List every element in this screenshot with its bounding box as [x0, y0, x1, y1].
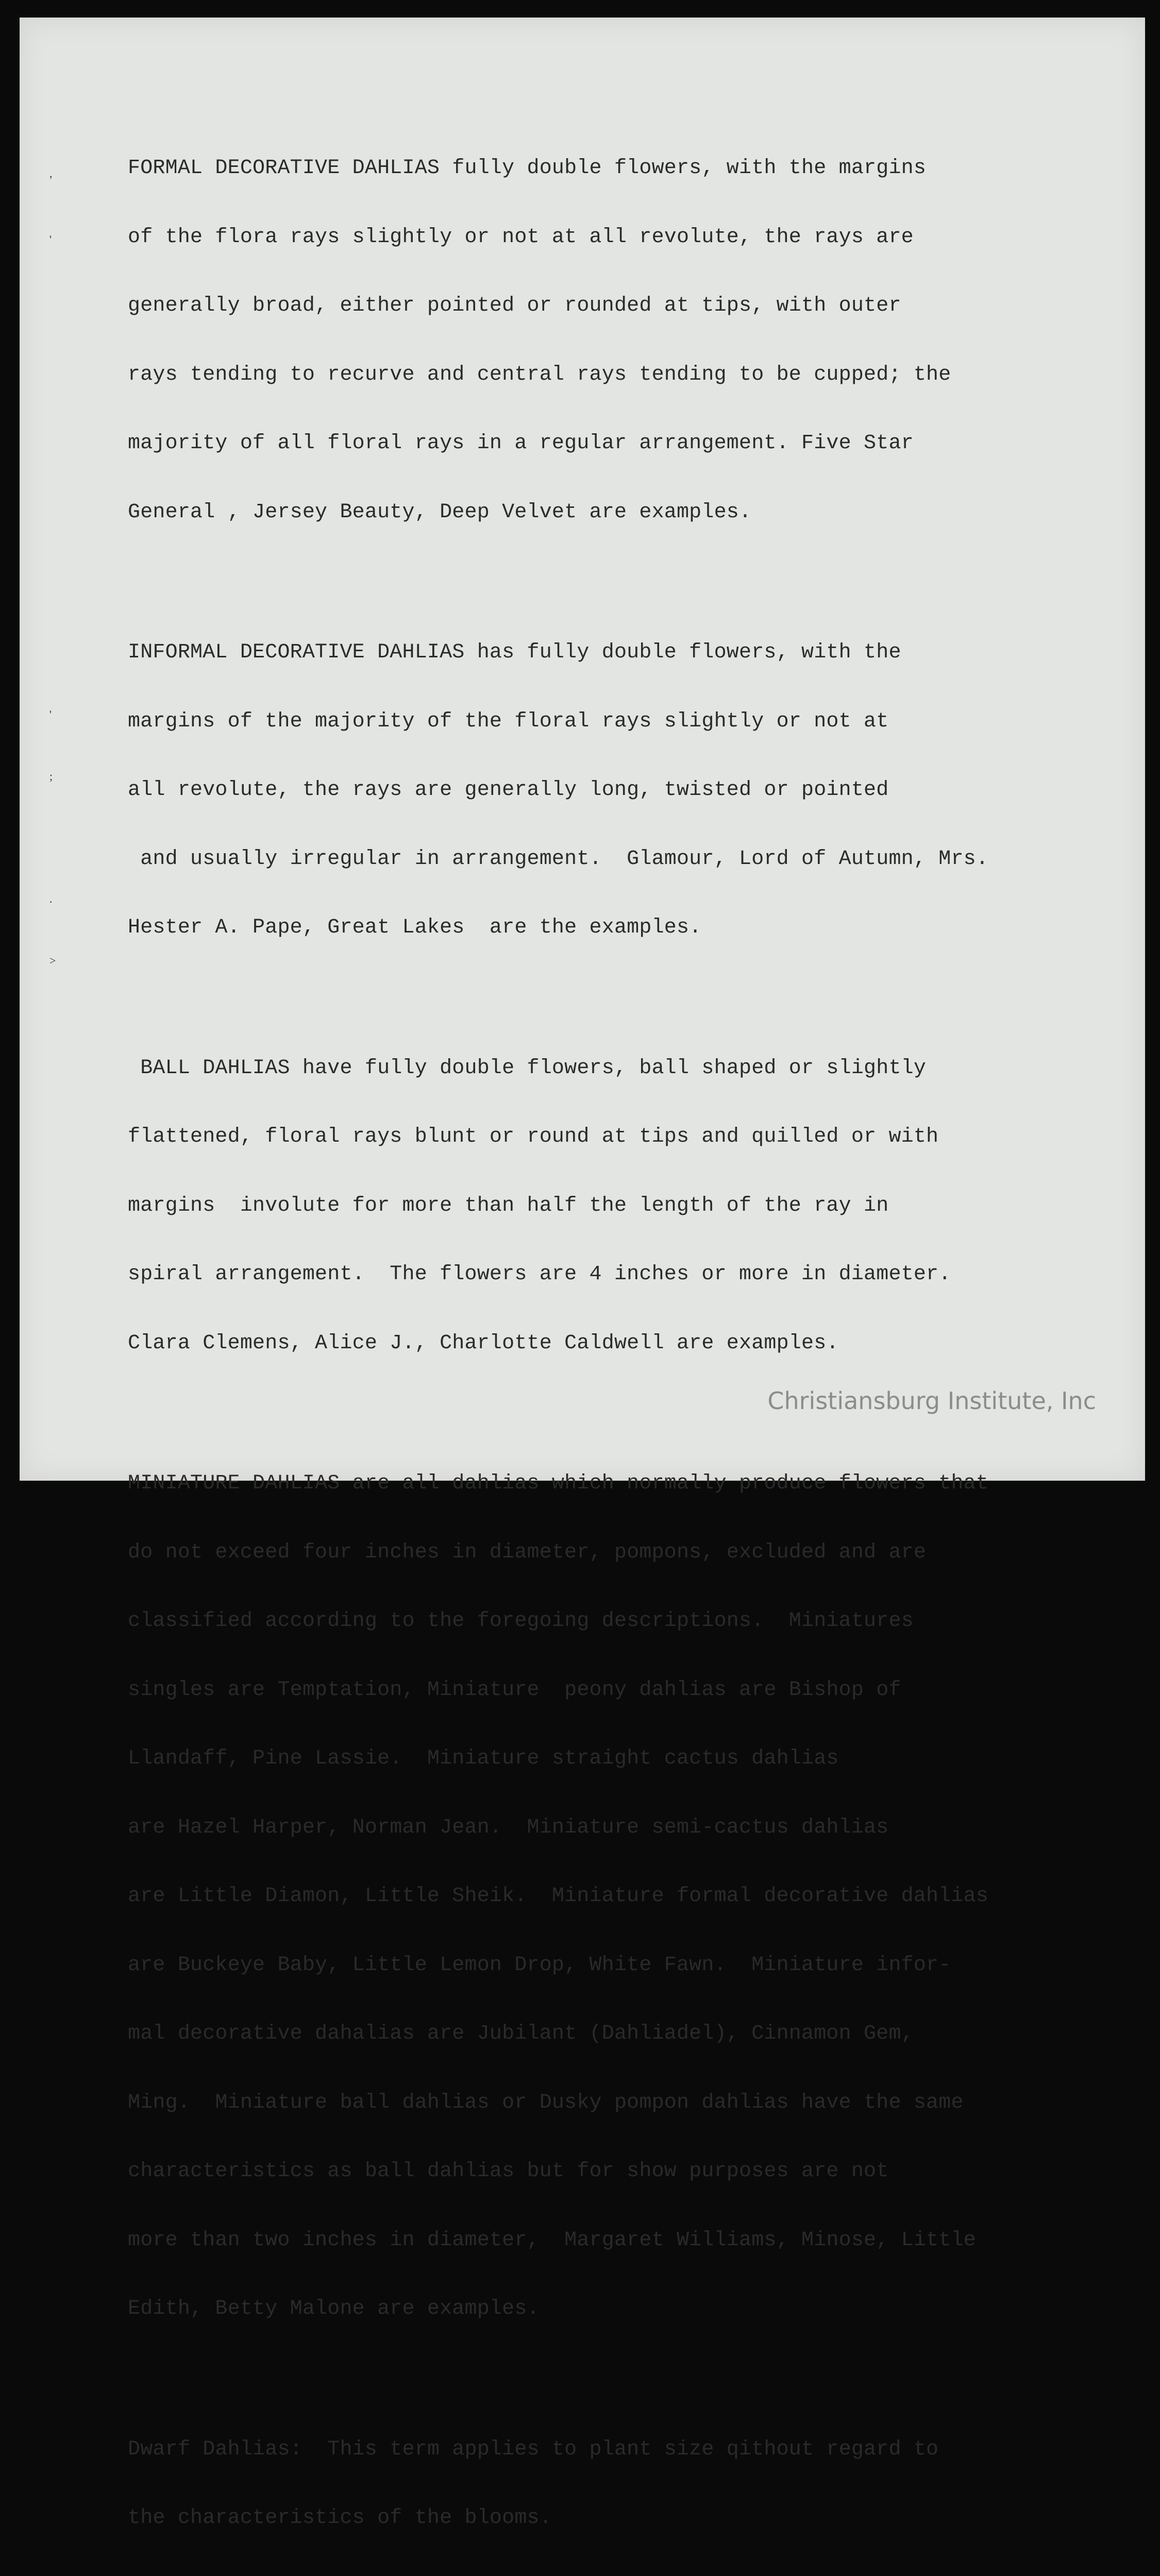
text-line: spiral arrangement. The flowers are 4 inches or more in diameter. — [128, 1263, 1097, 1286]
text-line: generally broad, either pointed or rounded at tips, with outer — [128, 295, 1097, 318]
text-line: all revolute, the rays are generally long, twisted or pointed — [128, 779, 1097, 802]
margin-mark: , — [49, 167, 53, 180]
paragraph-informal-decorative — [128, 596, 1097, 986]
text-line: are Buckeye Baby, Little Lemon Drop, White Fawn. Miniature infor- — [128, 1954, 1097, 1977]
text-line: margins involute for more than half the length of the ray in — [128, 1195, 1097, 1218]
document-page — [20, 18, 1145, 1481]
text-line: characteristics as ball dahlias but for show purposes are not — [128, 2160, 1097, 2183]
text-line: classified according to the foregoing descriptions. Miniatures — [128, 1610, 1097, 1633]
text-line: are Little Diamon, Little Sheik. Miniature formal decorative dahlias — [128, 1885, 1097, 1908]
text-line: the characteristics of the blooms. — [128, 2507, 1097, 2530]
margin-mark: ' — [49, 708, 52, 721]
text-line: Edith, Betty Malone are examples. — [128, 2298, 1097, 2321]
text-line: mal decorative dahalias are Jubilant (Dahliadel), Cinnamon Gem, — [128, 2023, 1097, 2046]
paragraph-formal-decorative — [128, 111, 1097, 570]
text-line: Ming. Miniature ball dahlias or Dusky pompon dahlias have the same — [128, 2092, 1097, 2115]
text-line: MINIATURE DAHLIAS are all dahlias which normally produce flowers that — [128, 1472, 1097, 1496]
text-line: Hester A. Pape, Great Lakes are the examples. — [128, 917, 1097, 940]
text-line: singles are Temptation, Miniature peony dahlias are Bishop of — [128, 1679, 1097, 1702]
text-line: of the flora rays slightly or not at all revolute, the rays are — [128, 226, 1097, 249]
margin-mark: ' — [49, 233, 52, 246]
text-line: margins of the majority of the floral rays slightly or not at — [128, 710, 1097, 734]
margin-mark: . — [49, 892, 53, 906]
watermark: Christiansburg Institute, Inc — [767, 1387, 1096, 1415]
text-line: majority of all floral rays in a regular arrangement. Five Star — [128, 432, 1097, 455]
text-line: Clara Clemens, Alice J., Charlotte Caldwell are examples. — [128, 1332, 1097, 1355]
text-line: flattened, floral rays blunt or round at tips and quilled or with — [128, 1126, 1097, 1149]
text-line: FORMAL DECORATIVE DAHLIAS fully double flowers, with the margins — [128, 157, 1097, 180]
typed-text-body — [128, 111, 1097, 2576]
margin-mark: ; — [49, 770, 53, 783]
text-line: INFORMAL DECORATIVE DAHLIAS has fully double flowers, with the — [128, 641, 1097, 665]
text-line: and usually irregular in arrangement. Glamour, Lord of Autumn, Mrs. — [128, 848, 1097, 871]
paragraph-miniature — [128, 1427, 1097, 2367]
text-line: Llandaff, Pine Lassie. Miniature straight cactus dahlias — [128, 1748, 1097, 1771]
paragraph-ball — [128, 1011, 1097, 1401]
paragraph-dwarf — [128, 2393, 1097, 2576]
text-line: more than two inches in diameter, Margaret Williams, Minose, Little — [128, 2229, 1097, 2252]
text-line: are Hazel Harper, Norman Jean. Miniature semi-cactus dahlias — [128, 1817, 1097, 1840]
text-line: do not exceed four inches in diameter, pompons, excluded and are — [128, 1541, 1097, 1565]
text-line: Dwarf Dahlias: This term applies to plant size qithout regard to — [128, 2438, 1097, 2462]
text-line: General , Jersey Beauty, Deep Velvet are examples. — [128, 501, 1097, 524]
margin-mark: > — [49, 954, 56, 968]
text-line: BALL DAHLIAS have fully double flowers, ball shaped or slightly — [128, 1057, 1097, 1080]
text-line: rays tending to recurve and central rays tending to be cupped; the — [128, 364, 1097, 387]
